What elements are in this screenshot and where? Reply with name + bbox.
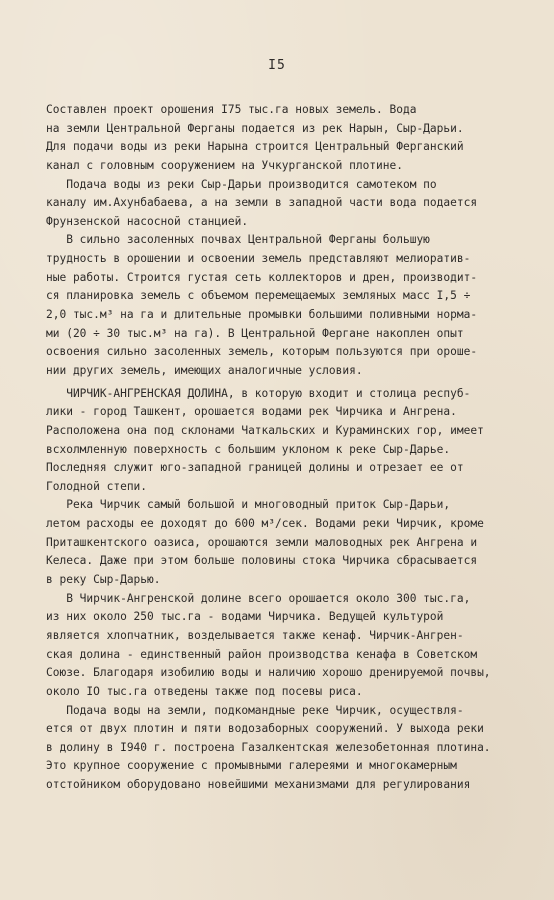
text-line: является хлопчатник, возделывается также кенаф. Чирчик-Ангрен-	[46, 628, 464, 642]
text-line: В Чирчик-Ангренской долине всего орошается около 300 тыс.га,	[46, 591, 471, 605]
text-line: Подача воды на земли, подкомандные реке Чирчик, осуществля-	[46, 703, 464, 717]
paragraph	[46, 231, 508, 380]
text-line: Река Чирчик самый большой и многоводный приток Сыр-Дарьи,	[46, 498, 451, 512]
text-line: ЧИРЧИК-АНГРЕНСКАЯ ДОЛИНА, в которую входит и столица респуб-	[46, 386, 471, 400]
paragraph	[46, 590, 508, 702]
text-line: трудность в орошении и освоении земель представляют мелиоратив-	[46, 252, 471, 266]
text-line: отстойником оборудовано новейшими механизмами для регулирования	[46, 778, 471, 792]
text-line: Последняя служит юго-западной границей долины и отрезает ее от	[46, 461, 464, 475]
text-line: лики - город Ташкент, орошается водами рек Чирчика и Ангрена.	[46, 405, 457, 419]
text-line: всхолмленную поверхность с большим уклоном к реке Сыр-Дарье.	[46, 442, 451, 456]
text-line: ся планировка земель с объемом перемещаемых земляных масс I,5 ÷	[46, 289, 471, 303]
text-line: летом расходы ее доходят до 600 м³/сек. Водами реки Чирчик, кроме	[46, 517, 484, 531]
paragraph	[46, 496, 508, 589]
text-line: около IO тыс.га отведены также под посевы риса.	[46, 684, 363, 698]
paragraph	[46, 385, 508, 497]
text-line: освоения сильно засоленных земель, которым пользуются при ороше-	[46, 345, 478, 359]
text-line: Приташкентского оазиса, орошаются земли маловодных рек Ангрена и	[46, 535, 478, 549]
text-line: ская долина - единственный район производства кенафа в Советском	[46, 647, 478, 661]
text-line: в долину в I940 г. построена Газалкентская железобетонная плотина.	[46, 740, 491, 754]
text-line: каналу им.Ахунбабаева, а на земли в западной части вода подается	[46, 196, 478, 210]
text-line: Фрунзенской насосной станцией.	[46, 214, 249, 228]
text-line: 2,0 тыс.м³ на га и длительные промывки большими поливными норма-	[46, 308, 478, 322]
text-line: Подача воды из реки Сыр-Дарьи производится самотеком по	[46, 177, 437, 191]
text-line: ется от двух плотин и пяти водозаборных сооружений. У выхода реки	[46, 722, 484, 736]
text-line: нии других земель, имеющих аналогичные условия.	[46, 363, 363, 377]
text-line: ные работы. Строится густая сеть коллекторов и дрен, производит-	[46, 270, 478, 284]
text-line: канал с головным сооружением на Учкурганской плотине.	[46, 158, 403, 172]
paragraph	[46, 702, 508, 795]
text-line: в реку Сыр-Дарью.	[46, 573, 161, 587]
paragraph	[46, 101, 508, 176]
text-line: Для подачи воды из реки Нарына строится Центральный Ферганский	[46, 140, 464, 154]
text-line: В сильно засоленных почвах Центральной Ферганы большую	[46, 233, 430, 247]
text-line: Голодной степи.	[46, 479, 148, 493]
text-line: Расположена она под склонами Чаткальских и Кураминских гор, имеет	[46, 423, 484, 437]
text-line: на земли Центральной Ферганы подается из рек Нарын, Сыр-Дарьи.	[46, 121, 464, 135]
page-number: I5	[268, 58, 286, 73]
paragraph	[46, 176, 508, 232]
text-line: Союзе. Благодаря изобилию воды и наличию хорошо дренируемой почвы,	[46, 666, 491, 680]
text-line: Келеса. Даже при этом больше половины стока Чирчика сбрасывается	[46, 554, 478, 568]
text-line: Это крупное сооружение с промывными галереями и многокамерным	[46, 759, 457, 773]
body-text	[46, 101, 508, 795]
text-line: из них около 250 тыс.га - водами Чирчика. Ведущей культурой	[46, 610, 444, 624]
text-line: Составлен проект орошения I75 тыс.га новых земель. Вода	[46, 103, 417, 116]
text-line: ми (20 ÷ 30 тыс.м³ на га). В Центральной Фергане накоплен опыт	[46, 326, 464, 340]
